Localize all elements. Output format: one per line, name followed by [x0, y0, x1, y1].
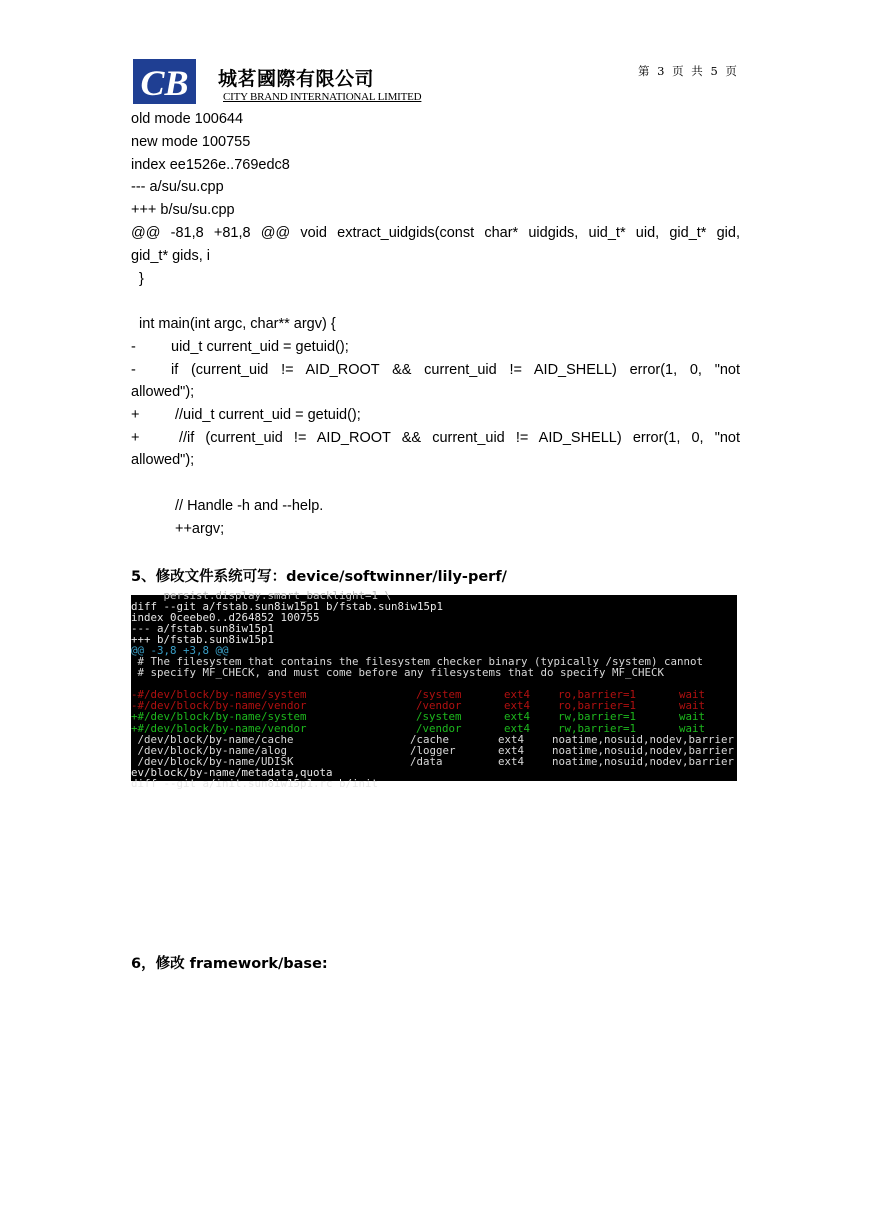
terminal-line: +++ b/fstab.sun8iw15p1	[131, 633, 275, 646]
diff-line-continuation: allowed");	[131, 452, 195, 468]
fstab-opts-cell: ro,barrier=1	[558, 688, 637, 701]
fstab-fs-cell: ext4	[498, 755, 525, 769]
fstab-opts-cell: noatime,nosuid,nodev,barrier	[552, 732, 735, 746]
diff-code: //uid_t current_uid = getuid();	[175, 407, 361, 423]
fstab-fs-cell: ext4	[498, 744, 525, 757]
cb-logo-icon	[133, 59, 196, 104]
fstab-flag-cell: wait	[679, 710, 706, 724]
fstab-opts-cell: noatime,nosuid,nodev,barrier	[552, 755, 735, 769]
diff-line-comment: // Handle -h and --help.	[175, 498, 324, 514]
fstab-fs-cell: ext4	[504, 710, 531, 724]
fstab-mnt-cell: /vendor	[416, 721, 462, 735]
fstab-fs-cell: ext4	[504, 699, 531, 713]
section-5-heading: 5、修改文件系统可写：device/softwinner/lily-perf/	[131, 569, 507, 585]
fstab-mnt-cell: /system	[416, 710, 462, 724]
fstab-mnt-cell: /system	[416, 688, 462, 701]
fstab-opts-cell: ro,barrier=1	[558, 699, 637, 713]
fstab-flag-cell: wait	[679, 699, 706, 713]
diff-line-main: int main(int argc, char** argv) {	[131, 316, 336, 332]
fstab-dev-cell: +#/dev/block/by-name/vendor	[131, 721, 307, 735]
section-6-heading: 6，修改 framework/base:	[131, 956, 328, 972]
diff-marker: +	[131, 430, 140, 446]
diff-code: uid_t current_uid = getuid();	[171, 339, 349, 355]
fstab-opts-cell: rw,barrier=1	[558, 721, 637, 735]
terminal-line: index 0ceebe0..d264852 100755	[131, 611, 320, 624]
terminal-screenshot	[131, 589, 737, 790]
fstab-mnt-cell: /cache	[410, 732, 450, 746]
terminal-line: diff --git a/init.sun8iw15p1.rc b/init	[131, 777, 379, 790]
terminal-line: # specify MF_CHECK, and must come before any filesystems that do specify MF_CHECK	[131, 666, 665, 679]
company-logo	[133, 59, 196, 104]
terminal-line: --- a/fstab.sun8iw15p1	[131, 622, 275, 635]
fstab-mnt-cell: /vendor	[416, 699, 462, 713]
fstab-opts-cell: noatime,nosuid,nodev,barrier	[552, 744, 735, 757]
fstab-flag-cell: wait	[679, 688, 706, 701]
terminal-line: persist.display.smart_backlight=1 \	[131, 589, 392, 602]
page-indicator: 第 3 页 共 5 页	[638, 64, 737, 78]
diff-line-brace: }	[131, 271, 144, 287]
fstab-dev-cell: /dev/block/by-name/UDISK	[131, 755, 294, 769]
company-name-chinese: 城茗國際有限公司	[218, 68, 375, 90]
diff-line-hunk-header: @@ -81,8 +81,8 @@ void extract_uidgids(const char* uidgids, uid_t* uid, gid_t* gid,	[131, 225, 740, 241]
diff-line-hunk-cont: gid_t* gids, i	[131, 248, 210, 264]
fstab-dev-cell: -#/dev/block/by-name/system	[131, 688, 307, 701]
diff-code: //if (current_uid != AID_ROOT && current_uid != AID_SHELL) error(1, 0, "not	[179, 430, 740, 446]
diff-marker: +	[131, 407, 140, 423]
fstab-fs-cell: ext4	[504, 688, 531, 701]
diff-line-argv: ++argv;	[175, 521, 225, 537]
diff-code: if (current_uid != AID_ROOT && current_uid != AID_SHELL) error(1, 0, "not	[171, 362, 740, 378]
diff-line-minus-file: --- a/su/su.cpp	[131, 179, 224, 195]
terminal-line: # The filesystem that contains the filesystem checker binary (typically /system) cannot	[131, 655, 704, 668]
diff-line-plus-file: +++ b/su/su.cpp	[131, 202, 235, 218]
fstab-opts-cell: rw,barrier=1	[558, 710, 637, 724]
company-name-english: CITY BRAND INTERNATIONAL LIMITED	[223, 91, 422, 103]
logo-text: CB	[140, 63, 189, 103]
fstab-mnt-cell: /data	[410, 755, 443, 769]
fstab-dev-cell: -#/dev/block/by-name/vendor	[131, 699, 307, 713]
terminal-line: ev/block/by-name/metadata,quota	[131, 766, 333, 779]
terminal-line: @@ -3,8 +3,8 @@	[131, 644, 229, 657]
diff-marker: -	[131, 362, 136, 378]
diff-marker: -	[131, 339, 136, 355]
fstab-dev-cell: /dev/block/by-name/cache	[131, 732, 294, 746]
diff-line-new-mode: new mode 100755	[131, 134, 251, 150]
fstab-mnt-cell: /logger	[410, 744, 456, 757]
fstab-dev-cell: +#/dev/block/by-name/system	[131, 710, 307, 724]
fstab-fs-cell: ext4	[498, 732, 525, 746]
diff-line-continuation: allowed");	[131, 384, 195, 400]
fstab-dev-cell: /dev/block/by-name/alog	[131, 744, 288, 757]
terminal-line: diff --git a/fstab.sun8iw15p1 b/fstab.sun8iw15p1	[131, 600, 444, 613]
fstab-fs-cell: ext4	[504, 721, 531, 735]
diff-line-old-mode: old mode 100644	[131, 111, 244, 127]
diff-line-index: index ee1526e..769edc8	[131, 157, 290, 173]
fstab-flag-cell: wait	[679, 721, 706, 735]
